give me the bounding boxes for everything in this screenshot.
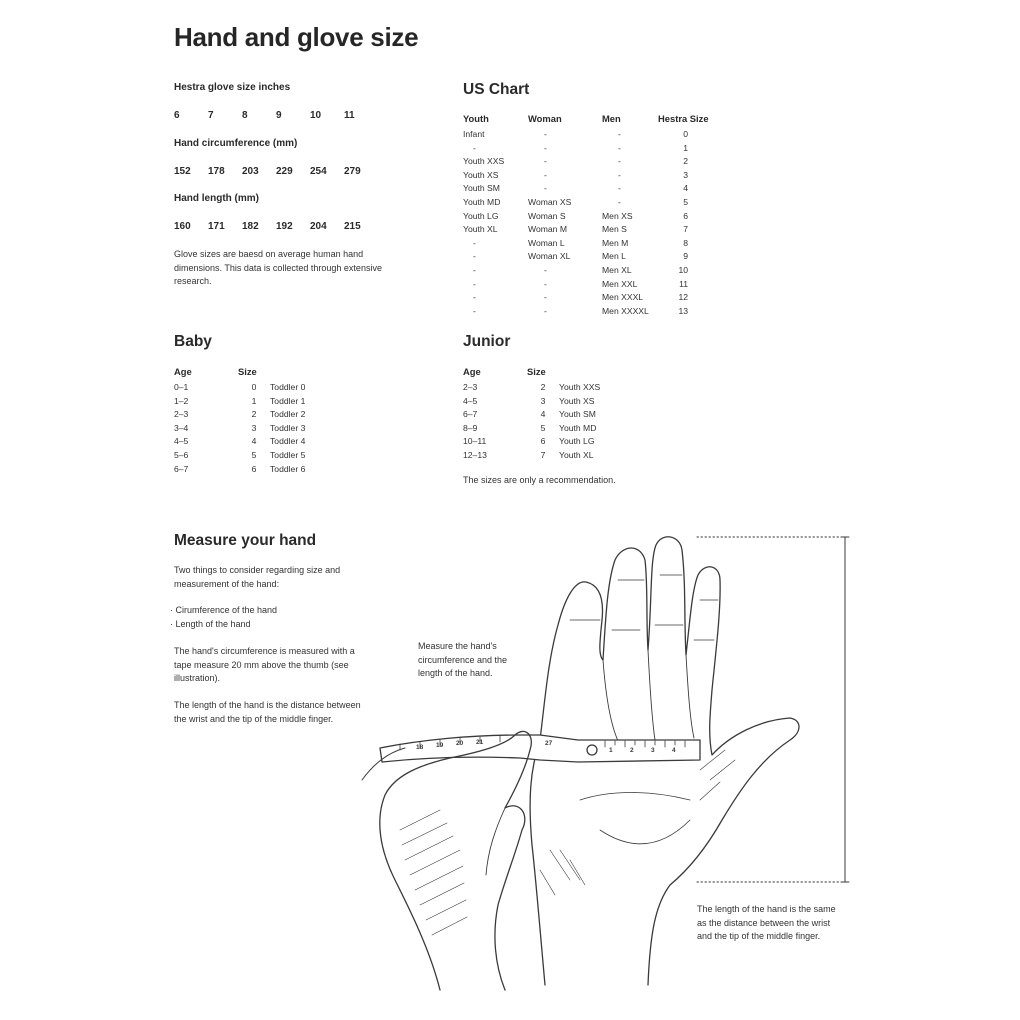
tape-mark: 2 xyxy=(630,747,634,754)
baby-cell: 3 xyxy=(251,422,257,433)
us-chart-cell: - xyxy=(473,264,476,275)
us-chart-cell: - xyxy=(544,264,547,275)
junior-cell: 12–13 xyxy=(463,449,487,460)
baby-cell: 5 xyxy=(251,449,257,460)
tape-mark: 19 xyxy=(436,742,444,749)
col-header-men: Men xyxy=(602,113,621,124)
col-header-hestra-size: Hestra Size xyxy=(658,113,709,124)
baby-cell: 4–5 xyxy=(174,436,189,447)
measure-paragraph-circumference: The hand's circumference is measured with a tape measure 20 mm above the thumb (see illustration). xyxy=(174,646,355,683)
baby-cell: 3–4 xyxy=(174,422,189,433)
callout-length: The length of the hand is the same as the distance between the wrist and the tip of the middle finger. xyxy=(697,904,836,941)
length-value: 192 xyxy=(276,221,293,232)
circumference-value: 229 xyxy=(276,166,293,177)
us-chart-cell: - xyxy=(618,196,621,207)
hestra-size: 9 xyxy=(276,110,282,121)
us-chart-title: US Chart xyxy=(463,81,530,98)
hand-circumference-label: Hand circumference (mm) xyxy=(174,138,298,149)
junior-cell: Youth SM xyxy=(559,409,596,420)
us-chart-cell: Woman L xyxy=(528,237,565,248)
junior-cell: 7 xyxy=(540,449,546,460)
circumference-value: 152 xyxy=(174,166,191,177)
us-chart-cell: Youth XXS xyxy=(463,156,505,167)
circumference-value: 254 xyxy=(310,166,327,177)
us-chart-cell: Youth LG xyxy=(463,210,499,221)
us-chart-cell: 12 xyxy=(678,292,688,303)
us-chart-cell: Men XL xyxy=(602,264,632,275)
baby-cell: 4 xyxy=(251,436,257,447)
us-chart-cell: - xyxy=(473,251,476,262)
us-chart-cell: - xyxy=(544,292,547,303)
us-chart-cell: 7 xyxy=(683,224,688,235)
junior-cell: Youth LG xyxy=(559,436,595,447)
length-value: 215 xyxy=(344,221,361,232)
junior-title: Junior xyxy=(463,333,511,350)
measure-title: Measure your hand xyxy=(174,532,317,549)
us-chart-cell: 2 xyxy=(683,156,688,167)
col-header-age: Age xyxy=(463,366,481,377)
hestra-size-label: Hestra glove size inches xyxy=(174,82,291,93)
us-chart-cell: Youth SM xyxy=(463,183,500,194)
us-chart-cell: Youth XS xyxy=(463,169,499,180)
baby-cell: Toddler 4 xyxy=(270,436,306,447)
baby-cell: Toddler 3 xyxy=(270,422,306,433)
us-chart-cell: - xyxy=(544,305,547,316)
bullet-length: · Length of the hand xyxy=(170,618,277,632)
us-chart-cell: Men XXXL xyxy=(602,292,644,303)
junior-cell: 2–3 xyxy=(463,382,478,392)
us-chart-cell: - xyxy=(473,142,476,153)
us-chart-cell: Men XS xyxy=(602,210,633,221)
us-chart-cell: - xyxy=(473,292,476,303)
us-chart-cell: - xyxy=(618,169,621,180)
baby-cell: 5–6 xyxy=(174,449,189,460)
junior-cell: 3 xyxy=(540,395,546,406)
junior-cell: 4 xyxy=(540,409,546,420)
col-header-size: Size xyxy=(238,366,257,377)
tape-mark: 1 xyxy=(609,747,613,754)
us-chart-cell: 9 xyxy=(683,251,688,262)
us-chart-cell: - xyxy=(618,142,621,153)
us-chart-cell: - xyxy=(544,278,547,289)
junior-cell: 6 xyxy=(540,436,546,447)
tape-mark: 21 xyxy=(476,739,484,746)
us-chart-cell: Men M xyxy=(602,237,629,248)
us-chart-cell: 3 xyxy=(683,169,688,180)
baby-cell: Toddler 6 xyxy=(270,463,306,474)
baby-cell: 0 xyxy=(251,382,257,392)
junior-cell: 10–11 xyxy=(463,436,487,447)
baby-cell: Toddler 2 xyxy=(270,409,306,420)
us-chart-cell: Youth MD xyxy=(463,196,501,207)
baby-cell: 6 xyxy=(251,463,257,474)
circumference-value: 178 xyxy=(208,166,225,177)
us-chart-cell: - xyxy=(618,183,621,194)
col-header-youth: Youth xyxy=(463,113,489,124)
circumference-value: 279 xyxy=(344,166,361,177)
us-chart-cell: 6 xyxy=(683,210,688,221)
hand-length-label: Hand length (mm) xyxy=(174,193,259,204)
length-value: 204 xyxy=(310,221,327,232)
baby-cell: Toddler 0 xyxy=(270,382,306,392)
hestra-size: 7 xyxy=(208,110,214,121)
baby-cell: 2–3 xyxy=(174,409,189,420)
baby-cell: 1–2 xyxy=(174,395,189,406)
tape-mark: 4 xyxy=(672,747,676,754)
junior-cell: Youth XXS xyxy=(559,382,601,392)
junior-cell: 5 xyxy=(540,422,546,433)
us-chart-cell: Woman M xyxy=(528,224,567,235)
us-chart-cell: Woman XL xyxy=(528,251,571,262)
us-chart-cell: 5 xyxy=(683,196,688,207)
baby-cell: 0–1 xyxy=(174,382,189,392)
us-chart-cell: - xyxy=(544,129,547,139)
us-chart-cell: 8 xyxy=(683,237,688,248)
col-header-size: Size xyxy=(527,366,546,377)
callout-circumference: Measure the hand's circumference and the length of the hand. xyxy=(418,641,508,678)
baby-cell: Toddler 5 xyxy=(270,449,306,460)
tape-mark: 20 xyxy=(456,740,464,747)
hestra-size: 10 xyxy=(310,110,322,121)
us-chart-cell: - xyxy=(473,305,476,316)
us-chart-cell: 0 xyxy=(683,129,688,139)
measure-paragraph-length: The length of the hand is the distance between the wrist and the tip of the middle finger. xyxy=(174,700,361,724)
circumference-value: 203 xyxy=(242,166,259,177)
glove-size-note: Glove sizes are baesd on average human hand dimensions. This data is collected through extensive research. xyxy=(174,249,382,286)
us-chart-cell: Youth XL xyxy=(463,224,498,235)
us-chart-cell: Woman S xyxy=(528,210,566,221)
hestra-size: 11 xyxy=(344,110,355,121)
baby-title: Baby xyxy=(174,333,212,350)
length-value: 171 xyxy=(208,221,225,232)
us-chart-cell: 13 xyxy=(678,305,688,316)
junior-cell: 2 xyxy=(540,382,546,392)
us-chart-cell: Infant xyxy=(463,129,485,139)
junior-cell: Youth XS xyxy=(559,395,595,406)
baby-cell: 6–7 xyxy=(174,463,189,474)
tape-mark: 3 xyxy=(651,747,655,754)
col-header-woman: Woman xyxy=(528,113,562,124)
us-chart-cell: 10 xyxy=(678,264,688,275)
us-chart-cell: Men L xyxy=(602,251,626,262)
tape-mark: 18 xyxy=(416,744,424,751)
us-chart-cell: - xyxy=(473,278,476,289)
us-chart-cell: Woman XS xyxy=(528,196,572,207)
baby-cell: 1 xyxy=(251,395,257,406)
us-chart-cell: - xyxy=(544,169,547,180)
us-chart-cell: 11 xyxy=(679,278,688,289)
junior-cell: 6–7 xyxy=(463,409,478,420)
us-chart-cell: - xyxy=(544,156,547,167)
junior-note: The sizes are only a recommendation. xyxy=(463,475,616,485)
us-chart-cell: 1 xyxy=(683,142,688,153)
baby-cell: 2 xyxy=(251,409,257,420)
length-value: 160 xyxy=(174,221,191,232)
us-chart-cell: - xyxy=(618,156,621,167)
us-chart-cell: - xyxy=(473,237,476,248)
us-chart-cell: Men XXXXL xyxy=(602,305,649,316)
length-value: 182 xyxy=(242,221,259,232)
junior-cell: Youth MD xyxy=(559,422,597,433)
baby-cell: Toddler 1 xyxy=(270,395,306,406)
col-header-age: Age xyxy=(174,366,192,377)
us-chart-cell: 4 xyxy=(683,183,688,194)
back-hand xyxy=(380,731,532,990)
junior-cell: 8–9 xyxy=(463,422,478,433)
junior-cell: 4–5 xyxy=(463,395,478,406)
us-chart-cell: - xyxy=(618,129,621,139)
hestra-size: 8 xyxy=(242,110,248,121)
us-chart-cell: Men XXL xyxy=(602,278,638,289)
us-chart-cell: - xyxy=(544,183,547,194)
tape-mark: 27 xyxy=(545,740,553,747)
us-chart-cell: - xyxy=(544,142,547,153)
measure-intro: Two things to consider regarding size and measurement of the hand: xyxy=(174,565,341,589)
hestra-size: 6 xyxy=(174,110,180,121)
us-chart-cell: Men S xyxy=(602,224,627,235)
page-title: Hand and glove size xyxy=(174,22,419,52)
junior-cell: Youth XL xyxy=(559,449,594,460)
bullet-circumference: · Cirumference of the hand xyxy=(170,604,277,618)
